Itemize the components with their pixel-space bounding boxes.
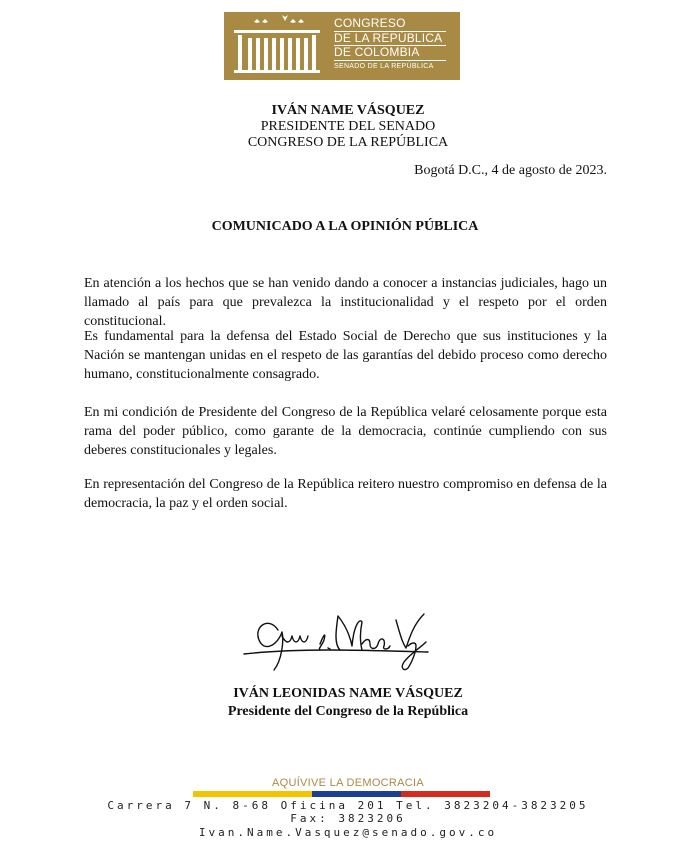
- body-paragraph: En atención a los hechos que se han venido dando a conocer a instancias judiciales, hago un llamado al país para que prevalezca la institucionalidad y el respeto por el orden constitucional.: [84, 276, 607, 329]
- congreso-logo: [224, 12, 460, 80]
- flag-yellow-band: [193, 791, 312, 797]
- footer-email[interactable]: Ivan.Name.Vasquez@senado.gov.co: [198, 826, 498, 839]
- logo-divider: [334, 60, 446, 61]
- logo-line-3: DE COLOMBIA: [334, 45, 420, 59]
- handwritten-signature: [238, 600, 438, 680]
- footer-slogan: AQUÍVIVE LA DEMOCRACIA: [271, 777, 425, 789]
- sender-institution: CONGRESO DE LA REPÚBLICA: [247, 135, 449, 150]
- logo-line-1: CONGRESO: [334, 16, 406, 30]
- flag-blue-band: [312, 791, 401, 797]
- body-paragraph: En representación del Congreso de la República reitero nuestro compromiso en defensa de la democracia, la paz y el orden social.: [84, 477, 607, 511]
- body-paragraph: Es fundamental para la defensa del Estado Social de Derecho que sus instituciones y la Nación se mantengan unidas en el respeto de las garantías del debido proceso como derecho humano, constitucionalmente consagrado.: [84, 329, 607, 382]
- logo-text: [334, 17, 458, 70]
- signatory-name: IVÁN LEONIDAS NAME VÁSQUEZ: [233, 686, 463, 701]
- signatory-role: Presidente del Congreso de la República: [227, 704, 469, 719]
- logo-line-2: DE LA REPÚBLICA: [334, 30, 443, 45]
- footer-fax: Fax: 3823206: [290, 812, 406, 825]
- footer-address: Carrera 7 N. 8-68 Oficina 201 Tel. 3823204-3823205: [107, 799, 589, 812]
- colombia-flag-stripe: [193, 791, 490, 797]
- document-date: Bogotá D.C., 4 de agosto de 2023.: [414, 163, 607, 178]
- document-subject: COMUNICADO A LA OPINIÓN PÚBLICA: [211, 219, 479, 234]
- sender-name: IVÁN NAME VÁSQUEZ: [271, 103, 425, 118]
- body-paragraph: En mi condición de Presidente del Congreso de la República velaré celosamente porque esta rama del poder público, como garante de la democracia, continúe cumpliendo con sus deberes constitucionales y legales.: [84, 405, 607, 458]
- capitol-emblem-icon: [224, 12, 330, 80]
- sender-title: PRESIDENTE DEL SENADO: [260, 119, 436, 134]
- flag-red-band: [401, 791, 490, 797]
- logo-line-4: SENADO DE LA REPÚBLICA: [334, 62, 434, 70]
